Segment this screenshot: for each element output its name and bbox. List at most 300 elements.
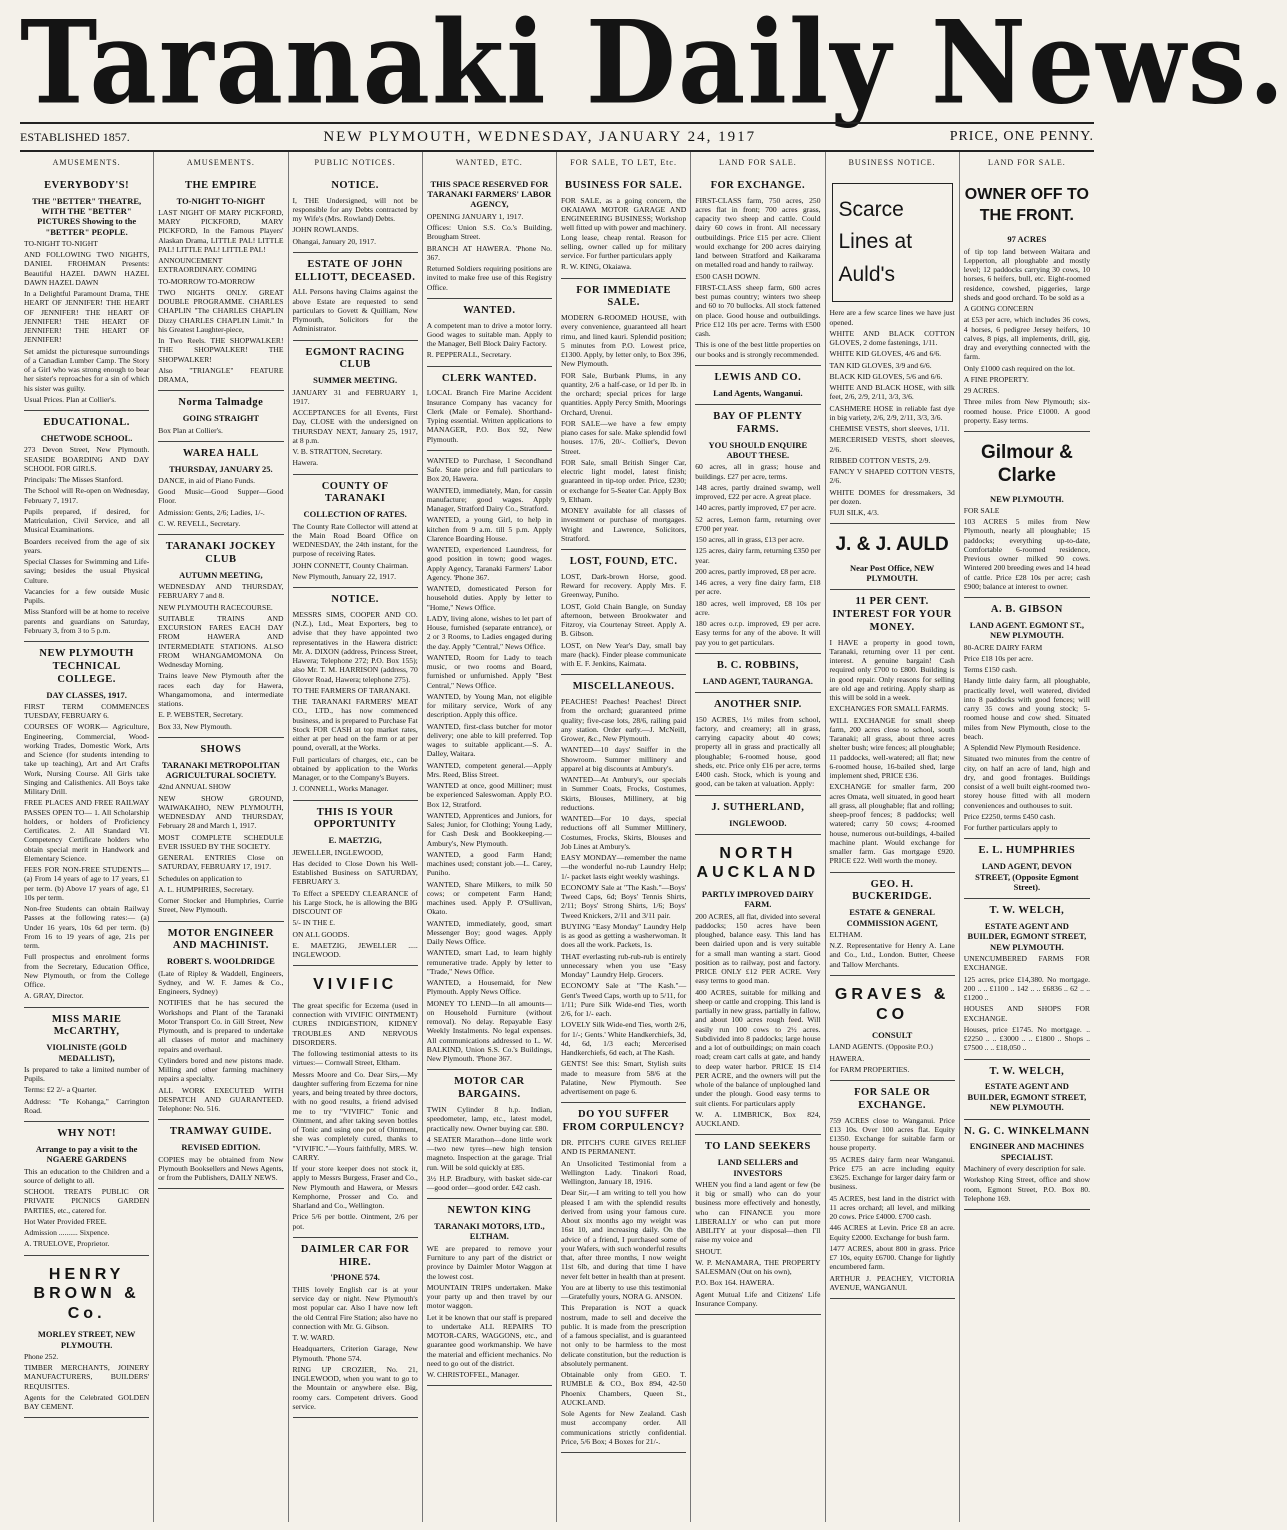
advertisement <box>293 253 418 341</box>
ad-paragraph: MODERN 6-ROOMED HOUSE, with every convenience, guaranteed all heart rimu, and lined kauri. Splendid position; 5 minutes from P.O. Lowest price, £1300. Apply, by letter only, to Box 396, New Plymouth. <box>561 313 687 369</box>
advertisement <box>830 524 955 590</box>
ad-paragraph: You are at liberty to use this testimonial—Gratefully yours, NORA G. ANSON. <box>561 1282 687 1302</box>
ad-paragraph: PEACHES! Peaches! Peaches! Direct from the orchard; guaranteed prime quality; five-case lots, 28/6, railing paid any station. Order early.—J. McNeill, Grower, &c., New Plymouth. <box>561 697 687 744</box>
ad-paragraph: A. TRUELOVE, Proprietor. <box>24 1239 110 1249</box>
ad-paragraph: WANTED, a good Farm Hand; machines used; constant job.—L. Carey, Puniho. <box>426 849 552 878</box>
ad-paragraph: AND FOLLOWING TWO NIGHTS, DANIEL FROHMAN Presents: Beautiful HAZEL DAWN HAZEL DAWN HAZEL DAWN <box>24 250 150 287</box>
ad-paragraph: 400 ACRES, suitable for milking and sheep or cattle and cropping. This land is partially in new grass, partially in fallow, and about 100 acres rough feed. Will easily run 100 cows to 2½ acres. Subdivided into 8 paddocks; large house and a lot of outbuildings; on main coach road; cream cart calls at gate, and handy to deep water harbor. PRICE IS £14 PER ACRE, and the owners will put the whole of the balance of unploughed land under the plough. Good easy terms to suit clients. For particulars apply <box>695 987 821 1108</box>
ad-subtitle: YOU SHOULD ENQUIRE ABOUT THESE. <box>708 439 808 460</box>
ad-paragraph: MOST COMPLETE SCHEDULE EVER ISSUED BY THE SOCIETY. <box>158 832 284 851</box>
ad-paragraph: Has decided to Close Down his Well-Established Business on SATURDAY, FEBRUARY 3. <box>292 858 418 887</box>
ad-paragraph: Non-free Students can obtain Railway Passes at the following rates:— (a) Under 16 years, 10s 6d per term. (b) From 16 to 19 years of age, 21s per term. <box>24 904 150 951</box>
ad-paragraph: JEWELLER, INGLEWOOD, <box>292 847 383 857</box>
ad-paragraph: W. CHRISTOFFEL, Manager. <box>426 1370 520 1380</box>
ad-paragraph: MONEY TO LEND—In all amounts—on Household Furniture (without removal). No delay. Repayable Easy Weekly Instalments. No legal expenses. All communications addressed to L. W. BALKIND, Union S.S. Co.'s Buildings, New Plymouth. 'Phone 367. <box>426 998 552 1064</box>
ad-title: T. W. WELCH, <box>989 905 1065 917</box>
ad-title: MOTOR ENGINEER AND MACHINIST. <box>167 927 275 952</box>
ad-paragraph: for FARM PROPERTIES. <box>829 1064 910 1074</box>
established-text: ESTABLISHED 1857. <box>20 129 130 144</box>
ad-paragraph: FIRST TERM COMMENCES TUESDAY, FEBRUARY 6. <box>24 701 150 721</box>
ad-paragraph: CASHMERE HOSE in reliable fast dye in big variety, 2/6, 2/9, 2/11, 3/3, 3/6. <box>829 403 955 422</box>
advertisement <box>427 451 552 1071</box>
ad-title: ESTATE OF JOHN ELLIOTT, DECEASED. <box>294 258 416 283</box>
advertisement <box>695 174 820 366</box>
ad-paragraph: WANTED, by Young Man, not eligible for military service, Work of any description. Apply this office. <box>426 691 552 720</box>
ad-subtitle: VIOLINISTE (GOLD MEDALLIST), <box>46 1042 127 1063</box>
advertisement <box>964 899 1090 1059</box>
ad-paragraph: E. MAETZIG, JEWELLER ..... INGLEWOOD. <box>292 940 418 960</box>
ad-paragraph: MOUNTAIN TRIPS undertaken. Make your party up and then travel by our motor waggon. <box>426 1282 552 1311</box>
ad-paragraph: WANTED, first-class butcher for motor delivery; one able to kill preferred. Top wages to suitable applicant.—S. A. Dalley, Waitara. <box>426 721 552 759</box>
ad-paragraph: WANTED, a young Girl, to help in kitchen from 9 a.m. till 5 p.m. Apply Clarence Boarding House. <box>426 515 552 543</box>
advertisement <box>830 174 955 525</box>
ad-subtitle: CHETWODE SCHOOL. <box>40 433 133 444</box>
ad-paragraph: This Preparation is NOT a quack nostrum, made to sell and deceive the public. It is made from the prescription of a famous specialist, and is guaranteed not only to be harmless to the most delicate constitution, but the reduction is absolutely permanent. <box>561 1303 687 1368</box>
ad-paragraph: ECONOMY Sale at "The Kash."—Boys' Tweed Caps, 6d; Boys' Tennis Shirts, 2/11; Boys' Strong Shirts, 1/6; Boys' Tweed Knickers, 2/11 and 3/11 pair. <box>561 882 687 920</box>
ad-paragraph: BRANCH AT HAWERA. 'Phone No. 367. <box>426 243 552 262</box>
ad-paragraph: LAST NIGHT OF MARY PICKFORD, MARY PICKFORD, MARY PICKFORD, In the Famous Players' Alaskan Drama, LITTLE PAL! LITTLE PAL! LITTLE PAL! LITTLE PAL! <box>158 207 284 254</box>
ad-paragraph: WANTED, experienced Laundress, for good position in town; good wages. Apply Agency, Taranaki Farmers' Labor Agency. 'Phone 367. <box>426 545 552 582</box>
ad-subtitle: E. MAETZIG, <box>328 835 382 846</box>
ad-paragraph: LOST, Dark-brown Horse, good. Reward for recovery. Apply Mrs. F. Greenway, Puniho. <box>561 571 687 600</box>
ad-paragraph: A competent man to drive a motor lorry. Good wages to suitable man. Apply to the Manager, Bell Block Dairy Factory. <box>426 320 552 349</box>
ad-paragraph: ECONOMY Sale at "The Kash."—Gent's Tweed Caps, worth up to 5/11, for 1/11; Pure Silk Wide-end Ties, worth 2/6, for 1/- each. <box>561 981 687 1019</box>
ad-title: MISCELLANEOUS. <box>572 681 675 693</box>
ad-paragraph: FIRST-CLASS farm, 750 acres, 250 acres flat in front; 700 acres grass, capacity two sheep and cattle. Could dairy 60 cows in front. All necessary outbuildings. Price £15 per acre. Client would exchange for 200 acres dairying land between Stratford and Kaikarama on metalled road and handy to railway. <box>695 195 821 270</box>
ad-paragraph: OPENING JANUARY 1, 1917. <box>426 211 524 221</box>
ad-paragraph: Sole Agents for New Zealand. Cash must accompany order. All communications strictly confidential. Price, 5/6 Box; 4 Boxes for 21/-. <box>561 1409 687 1446</box>
ad-title: GRAVES & CO <box>834 985 950 1023</box>
ad-paragraph: Agents for the Celebrated GOLDEN BAY CEMENT. <box>24 1392 150 1412</box>
ad-subtitle: LAND AGENT, DEVON STREET, (Opposite Egmont Street). <box>975 861 1079 892</box>
ad-paragraph: Hawera. <box>292 458 319 468</box>
ad-subtitle: CONSULT <box>871 1030 913 1041</box>
advertisement <box>830 590 955 872</box>
ad-paragraph: of tip top land between Waitara and Lepperton, all ploughable and mostly level; 12 paddocks carrying 30 cows, 10 horses, 6 heifers, bull, etc. Eight-roomed residence, cowshed, piggeries, large sheds and good orchard. To be sold as a <box>963 246 1090 302</box>
ad-paragraph: Usual Prices. Plan at Collier's. <box>24 394 117 404</box>
ad-paragraph: ARTHUR J. PEACHEY, VICTORIA AVENUE, WANGANUI. <box>829 1273 955 1292</box>
column-heading: PUBLIC NOTICES. <box>314 158 396 167</box>
ad-paragraph: V. B. STRATTON, Secretary. <box>292 447 383 457</box>
advertisement <box>158 738 283 922</box>
ad-title: THE EMPIRE <box>184 179 257 191</box>
ad-paragraph: at £53 per acre, which includes 36 cows, 4 horses, 6 pedigree Jersey heifers, 10 calves, 8 pigs, all implements, drill, gig, dray and everything connected with the farm. <box>963 315 1090 362</box>
ad-paragraph: FOR SALE—we have a few empty piano cases for sale. Make splendid fowl houses. 17/6, 20/-. Collier's, Devon Street. <box>561 418 687 456</box>
column-heading: FOR SALE, TO LET, Etc. <box>570 158 677 167</box>
ad-title: EDUCATIONAL. <box>43 417 130 429</box>
ad-paragraph: Obtainable only from GEO. T. RUMBLE & CO., Box 894, 42-50 Phoenix Chambers, Queen St., AUCKLAND. <box>561 1370 687 1407</box>
ad-paragraph: I, THE Undersigned, will not be responsible for any Debts contracted by my Wife's (Mrs. Rowland) Debts. <box>292 195 418 224</box>
ad-subtitle: Land Agents, Wanganui. <box>713 387 803 398</box>
ad-subtitle: ENGINEER AND MACHINES SPECIALIST. <box>969 1141 1085 1162</box>
ad-paragraph: P.O. Box 164. HAWERA. <box>695 1278 775 1288</box>
advertisement <box>427 1199 552 1386</box>
ad-paragraph: Situated two minutes from the centre of city, on half an acre of land, high and dry, and good frontages. Buildings consist of a well built eight-roomed two-storey house fitted with all modern conveniences and outhouses to suit. <box>963 754 1090 810</box>
advertisement <box>695 835 820 1136</box>
ad-subtitle: Arrange to pay a visit to the NGAERE GARDENS <box>35 1144 138 1165</box>
advertisement <box>561 550 686 675</box>
ad-paragraph: 150 ACRES, 1½ miles from school, factory, and creamery; all in grass, carrying capacity about 40 cows; property all in grass and practically all ploughable; 6-roomed house, good sheds, etc. Price only £16 per acre, terms £400 cash. Stock, which is young and good, can be taken at valuation. Apply: <box>695 714 821 789</box>
ad-paragraph: J. CONNELL, Works Manager. <box>292 784 389 794</box>
ad-paragraph: Let it be known that our staff is prepared to undertake ALL REPAIRS TO MOTOR-CARS, WAGGONS, etc., and guarantee good workmanship. We have the material and efficient mechanics. No need to go out of the district. <box>426 1312 552 1368</box>
ad-paragraph: Only £1000 cash required on the lot. <box>963 363 1075 373</box>
ad-paragraph: Machinery of every description for sale. <box>963 1164 1086 1174</box>
ad-subtitle: SUMMER MEETING. <box>313 375 398 386</box>
ad-subtitle: TO-NIGHT TO-NIGHT <box>176 195 266 206</box>
column-7 <box>826 152 960 1522</box>
ad-paragraph: Offices: Union S.S. Co.'s Building, Brougham Street. <box>426 223 552 242</box>
ad-paragraph: In a Delightful Paramount Drama, THE HEART OF JENNIFER! THE HEART OF JENNIFER! THE HEART OF JENNIFER! THE HEART OF JENNIFER! THE HEART OF JENNIFER! <box>24 289 150 345</box>
ad-paragraph: W. A. LIMBRICK, Box 824, AUCKLAND. <box>695 1109 821 1129</box>
ad-paragraph: DR. PITCH'S CURE GIVES RELIEF AND IS PERMANENT. <box>561 1138 687 1157</box>
ad-paragraph: TO-MORROW TO-MORROW <box>158 276 255 286</box>
ad-subtitle: LAND AGENT, TAURANGA. <box>702 675 813 686</box>
ad-paragraph: WANTED, smart Lad, to learn highly remunerative trade. Apply by letter to "Trade," News Office. <box>426 948 552 976</box>
ad-paragraph: Good Music—Good Supper—Good Floor. <box>158 487 284 506</box>
ad-title: DO YOU SUFFER FROM CORPULENCY? <box>562 1109 685 1134</box>
ad-paragraph: WANTED, Apprentices and Juniors, for Sales; Junior, for Clothing; Young Lady, for Cash Desk and Bookkeeping.—Ambury's, New Plymouth. <box>426 810 552 848</box>
ad-paragraph: To Effect a SPEEDY CLEARANCE of his Large Stock, he is allowing the BIG DISCOUNT OF <box>292 888 418 917</box>
column-1 <box>20 152 154 1522</box>
ad-paragraph: LOST, Gold Chain Bangle, on Sunday afternoon, between Brookwater and Fitzroy, via Courtenay Street. Apply A. B. Gibson. <box>561 601 687 639</box>
ad-title: WAREA HALL <box>182 447 259 459</box>
ad-subtitle: ESTATE & GENERAL COMMISSION AGENT, <box>846 907 938 928</box>
ad-title: TARANAKI JOCKEY CLUB <box>165 541 277 566</box>
ad-paragraph: WANTED, competent general.—Apply Mrs. Reed, Bliss Street. <box>426 760 552 779</box>
ad-paragraph: Terms: £2 2/- a Quarter. <box>24 1085 97 1095</box>
ad-paragraph: If your store keeper does not stock it, apply to Messrs Burgess, Fraser and Co., New Plymouth and Hawera, or Messrs Kemphorne, Prosser and Co. and Sharland and Co., Wellington. <box>292 1164 418 1211</box>
ad-subtitle: INGLEWOOD. <box>729 817 787 828</box>
ad-paragraph: Admission: Gents, 2/6; Ladies, 1/-. <box>158 507 265 517</box>
ad-subtitle: COLLECTION OF RATES. <box>303 509 407 520</box>
ad-paragraph: WANTED, Room for Lady to teach music, or two rooms and Board, furnished or unfurnished. Apply "Best Central," News Office. <box>426 652 552 690</box>
ad-paragraph: FANCY V SHAPED COTTON VESTS, 2/6. <box>829 467 955 486</box>
column-heading: LAND FOR SALE. <box>987 158 1066 167</box>
column-8 <box>960 152 1094 1522</box>
ad-title: MISS MARIE McCARTHY, <box>51 1013 122 1038</box>
ad-title: BAY OF PLENTY FARMS. <box>713 410 803 435</box>
advertisement <box>24 411 149 642</box>
ad-paragraph: LOST, on New Year's Day, small bay mare (hack). Finder please communicate with E. F. Jenkins, Kaimata. <box>561 640 687 669</box>
ad-paragraph: LAND AGENTS. (Opposite P.O.) <box>829 1042 933 1052</box>
ad-title: VIVIFIC <box>313 976 398 994</box>
ad-paragraph: 273 Devon Street, New Plymouth. SEASIDE BOARDING AND DAY SCHOOL FOR GIRLS. <box>24 445 150 473</box>
advertisement <box>24 642 149 1008</box>
advertisement <box>695 1135 820 1315</box>
ad-title: DAIMLER CAR FOR HIRE. <box>300 1243 410 1268</box>
ad-paragraph: 125 acres, price £14,380. No mortgage. 200 .. .. £1100 .. 142 .. .. £6836 .. 62 .. .. £1200 .. <box>963 974 1090 1003</box>
ad-paragraph: CHEMISE VESTS, short sleeves, 1/11. <box>829 424 950 434</box>
ad-paragraph: FUJI SILK, 4/3. <box>829 508 879 518</box>
ad-paragraph: W. P. McNAMARA, THE PROPERTY SALESMAN (Out on his own), <box>695 1257 821 1277</box>
ad-paragraph: LOVELY Silk Wide-end Ties, worth 2/6, for 1/-; Gents.' White Handkerchiefs, 3d, 4d, 6d, 1/3 each; Mercerised Handkerchiefs, 6d each, at The Kash. <box>561 1020 687 1058</box>
ad-paragraph: DANCE, in aid of Piano Funds. <box>158 475 256 485</box>
advertisement <box>293 475 418 588</box>
ad-paragraph: R. PEPPERALL, Secretary. <box>426 350 512 360</box>
ad-paragraph: BLACK KID GLOVES, 5/6 and 6/6. <box>829 371 943 381</box>
advertisement <box>293 801 418 967</box>
ad-paragraph: ALL WORK EXECUTED WITH DESPATCH AND GUARANTEED. Telephone: No. 516. <box>158 1085 284 1114</box>
ad-subtitle: 'PHONE 574. <box>330 1272 380 1283</box>
ad-paragraph: TAN KID GLOVES, 3/9 and 6/6. <box>829 360 932 370</box>
ad-paragraph: THE TARANAKI FARMERS' MEAT CO., LTD., has now commenced business, and is prepared to Purchase Fat Stock FOR CASH at top market rates, either at per head on the farm or at per pound, overall, at the Works. <box>292 697 418 753</box>
advertisement <box>695 654 820 693</box>
ad-paragraph: WILL EXCHANGE for small sheep farm, 200 acres close to school, south Taranaki; all grass, about three acres shelter bush; wire fences; all ploughable; 11 paddocks, well-watered; all flat; new 6-roomed house, 16-bailed shed, large implement shed, PRICE £36. <box>829 715 955 781</box>
price-text: PRICE, ONE PENNY. <box>949 129 1094 144</box>
ad-title: J. & J. AULD <box>835 534 949 556</box>
advertisement <box>964 598 1090 839</box>
ad-paragraph: EXCHANGES FOR SMALL FARMS. <box>829 704 949 714</box>
ad-title: EGMONT RACING CLUB <box>305 346 405 371</box>
ad-title: FOR IMMEDIATE SALE. <box>576 284 671 309</box>
ad-paragraph: 148 acres, partly drained swamp, well improved, £22 per acre. A great place. <box>695 482 821 502</box>
ad-paragraph: MERCERISED VESTS, short sleeves, 2/6. <box>829 435 955 454</box>
ad-paragraph: 200 ACRES, all flat, divided into several paddocks; 150 acres have been ploughed, balance easy. This land has been dairied upon and is very suitable for a small man wanting a start. Good position as to railway, post and factory. PRICE ONLY £12 PER ACRE. Very easy terms to good man. <box>695 911 821 986</box>
ad-paragraph: N.Z. Representative for Henry A. Lane and Co., Ltd., London. Butter, Cheese and Tallow Merchants. <box>829 941 955 969</box>
ad-paragraph: NEW PLYMOUTH RACECOURSE. <box>158 602 273 612</box>
ad-paragraph: WHITE AND BLACK HOSE, with silk feet, 2/6, 2/9, 2/11, 3/3, 3/6. <box>829 383 955 402</box>
ad-paragraph: Corner Stocker and Humphries, Currie Street, New Plymouth. <box>158 896 284 915</box>
advertisement <box>830 976 955 1081</box>
ad-paragraph: Returned Soldiers requiring positions are invited to make free use of this Registry Office. <box>426 264 552 292</box>
ad-title: Gilmour & Clarke <box>980 442 1073 487</box>
ad-subtitle: ESTATE AGENT AND BUILDER, EGMONT STREET, NEW PLYMOUTH. <box>967 921 1087 952</box>
ad-paragraph: Set amidst the picturesque surroundings of a Canadian Lumber Camp. The Story of a Girl who was strong enough to bear her sister's reproaches for a sin of which his sister was guilty. <box>24 346 150 393</box>
advertisement <box>427 1070 552 1199</box>
advertisement <box>561 675 686 1103</box>
ad-paragraph: In Two Reels. THE SHOPWALKER! THE SHOPWALKER! THE SHOPWALKER! <box>158 336 284 364</box>
advertisement <box>427 174 552 299</box>
ad-paragraph: New Plymouth, January 22, 1917. <box>292 571 397 581</box>
ad-subtitle: GOING STRAIGHT <box>182 413 260 424</box>
ad-paragraph: THAT everlasting rub-rub-rub is entirely unnecessary when you use "Easy Monday" Laundry Help. Grocers. <box>561 951 687 980</box>
ad-paragraph: EXCHANGE for smaller farm, 200 acres Omata, well situated, in good heart all grass, all ploughable; flat and rolling; sheep-proof fences; 8 paddocks; well watered; carry 50 cows; 4-roomed house, numerous out-buildings, 4-bailed machine plant. Would exchange for smaller farm. Gas mortgage £920. PRICE £22. Well worth the money. <box>829 782 955 866</box>
advertisement <box>158 922 283 1121</box>
advertisement <box>24 1008 149 1123</box>
ad-paragraph: An Unsolicited Testimonial from a Wellington Lady. Tinakori Road, Wellington, January 18, 1916. <box>561 1158 687 1187</box>
ad-title: Norma Talmadge <box>178 397 264 409</box>
ad-paragraph: 150 acres, all in grass, £13 per acre. <box>695 535 805 545</box>
column-4 <box>423 152 557 1522</box>
place-date-text: NEW PLYMOUTH, WEDNESDAY, JANUARY 24, 1917 <box>323 128 757 145</box>
ad-paragraph: HOUSES AND SHOPS FOR EXCHANGE. <box>963 1004 1090 1023</box>
advertisement <box>293 588 418 801</box>
advertisement <box>964 1060 1090 1120</box>
ad-paragraph: Full particulars of charges, etc., can be obtained by application to the Works Manager, or to the Company's Buyers. <box>292 754 418 783</box>
ad-paragraph: This an education to the Children and a source of delight to all. <box>24 1166 150 1185</box>
ad-subtitle: PARTLY IMPROVED DAIRY FARM. <box>701 888 814 910</box>
ad-title: TRAMWAY GUIDE. <box>169 1126 272 1138</box>
ad-paragraph: FEES FOR NON-FREE STUDENTS— (a) From 14 years of age to 17 years, £1 per term. (b) Above 17 years of age, £1 10s per term. <box>24 865 150 902</box>
ad-paragraph: Price £18 10s per acre. <box>963 653 1034 663</box>
ad-paragraph: Price £2250, terms £450 cash. <box>963 811 1056 821</box>
ad-title: BUSINESS FOR SALE. <box>565 179 683 191</box>
ad-paragraph: Handy little dairy farm, all ploughable, practically level, well watered, divided into 8 paddocks with good fences; will carry 35 cows and young stock; 5-roomed house and cow shed. Situated miles from New Plymouth, close to the beach. <box>963 676 1090 741</box>
ad-paragraph: 446 ACRES at Levin. Price £8 an acre. Equity £2000. Exchange for bush farm. <box>829 1223 955 1242</box>
ad-paragraph: WEDNESDAY AND THURSDAY, FEBRUARY 7 and 8. <box>158 582 284 601</box>
ad-subtitle: DAY CLASSES, 1917. <box>46 689 127 700</box>
dateline-bar <box>20 122 1094 152</box>
ad-title: TO LAND SEEKERS <box>704 1141 811 1153</box>
ad-title: N. G. C. WINKELMANN <box>964 1125 1090 1137</box>
ad-title: A. B. GIBSON <box>990 604 1063 616</box>
ad-paragraph: FOR Sale, Burbank Plums, in any quantity, 2/6 a half-case, or 1d per lb. in the orchard; special prices for large quantities. Apply Percy Smith, Moorings Orchard, Urenui. <box>561 370 687 417</box>
advertisement <box>695 796 820 835</box>
ad-paragraph: WANTED—10 days' Sniffer in the Showroom. Summer millinery and apparel at big discounts at Ambury's. <box>561 745 687 773</box>
ad-paragraph: FOR SALE <box>963 505 1000 515</box>
advertisement <box>158 1120 283 1189</box>
ad-paragraph: Schedules on application to <box>158 873 242 883</box>
ad-paragraph: Here are a few scarce lines we have just opened. <box>829 308 955 327</box>
ad-paragraph: Cylinders bored and new pistons made. Milling and other farming machinery repairs a specialty. <box>158 1055 284 1084</box>
ad-title: OWNER OFF TO THE FRONT. <box>964 185 1089 224</box>
ad-paragraph: 52 acres, Lemon farm, returning over £700 per year. <box>695 514 821 533</box>
ad-paragraph: C. W. REVELL, Secretary. <box>158 518 241 528</box>
ad-paragraph: R. W. KING, Okaiawa. <box>561 262 632 272</box>
ad-paragraph: ON ALL GOODS. <box>292 929 350 939</box>
ad-paragraph: 45 ACRES, best land in the district with 11 acres orchard; all level, and milking 20 cows. Price £4000. £700 cash. <box>829 1193 955 1222</box>
ad-title: NOTICE. <box>331 179 379 191</box>
columns-container <box>20 152 1094 1522</box>
ad-paragraph: Box Plan at Collier's. <box>158 425 223 435</box>
ad-paragraph: WANTED—At Ambury's, our specials in Summer Coats, Frocks, Costumes, Skirts, Blouses, Millinery, at big reductions. <box>561 775 687 812</box>
ad-paragraph: 3½ H.P. Bradbury, with basket side-car—good order—good order. £42 cash. <box>426 1173 552 1193</box>
ad-paragraph: This is one of the best little properties on our books and is strongly recommended. <box>695 340 821 359</box>
advertisement <box>158 535 283 738</box>
ad-paragraph: 140 acres, partly improved, £7 per acre. <box>695 503 817 513</box>
ad-paragraph: Three miles from New Plymouth; six-roomed house. Price £1000. A good property. Easy terms. <box>963 397 1090 425</box>
ad-paragraph: Pupils prepared, if desired, for Matriculation, Civil Service, and all Musical Examinations. <box>24 506 150 535</box>
ad-paragraph: Price 5/6 per bottle. Ointment, 2/6 per pot. <box>292 1212 418 1231</box>
ad-title: EVERYBODY'S! <box>44 179 130 191</box>
ad-paragraph: NOTIFIES that he has secured the Workshops and Plant of the Taranaki Motor Transport Co. in Gill Street, New Plymouth, and is prepared to undertake all classes of motor and machinery repairs and overhaul. <box>158 998 284 1054</box>
ad-title: NORTH AUCKLAND <box>696 844 820 882</box>
ad-paragraph: Special Classes for Swimming and Life-saving; besides the usual Physical Culture. <box>24 557 150 585</box>
ad-paragraph: ANNOUNCEMENT EXTRAORDINARY. COMING <box>158 256 257 275</box>
ad-paragraph: 146 acres, a very fine dairy farm, £18 per acre. <box>695 578 821 597</box>
ad-paragraph: JANUARY 31 and FEBRUARY 1, 1917. <box>292 387 418 406</box>
ad-paragraph: WANTED, immediately, Man, for cassin manufacture; good wages. Apply Manager, Stratford Dairy Co., Stratford. <box>426 485 552 514</box>
ad-subtitle: TARANAKI MOTORS, LTD., ELTHAM. <box>434 1221 545 1242</box>
ad-paragraph: Box 33, New Plymouth. <box>158 721 232 731</box>
ad-paragraph: ALL Persons having Claims against the above Estate are requested to send particulars to Govett & Quilliam, New Plymouth, Solicitors for the Administrator. <box>292 287 418 334</box>
ad-paragraph: Phone 252. <box>24 1351 59 1361</box>
ad-paragraph: For further particulars apply to <box>963 823 1058 833</box>
ad-title: MOTOR CAR BARGAINS. <box>454 1076 525 1101</box>
ad-subtitle: THIS SPACE RESERVED FOR TARANAKI FARMERS' LABOR AGENCY, <box>427 178 552 210</box>
column-heading: AMUSEMENTS. <box>52 158 121 167</box>
ad-subtitle: THE "BETTER" THEATRE, WITH THE "BETTER" PICTURES Showing to the "BETTER" PEOPLE. <box>32 195 142 237</box>
ad-paragraph: 200 acres, partly improved, £8 per acre. <box>695 566 817 576</box>
ad-title: GEO. H. BUCKERIDGE. <box>852 878 933 903</box>
advertisement <box>24 174 149 411</box>
advertisement <box>964 1120 1090 1211</box>
ad-paragraph: TWIN Cylinder 8 h.p. Indian, speedometer, lamp, etc., latest model, practically new. Owner buying car. £80. <box>426 1105 552 1133</box>
advertisement <box>158 174 283 392</box>
ad-subtitle: ESTATE AGENT AND BUILDER, EGMONT STREET, NEW PLYMOUTH. <box>967 1081 1087 1113</box>
ad-paragraph: 180 acres o.r.p. improved, £9 per acre. Easy terms for any of the above. It will pay you to get particulars. <box>695 619 821 647</box>
ad-paragraph: WHITE AND BLACK COTTON GLOVES, 2 dome fastenings, 1/11. <box>829 328 955 348</box>
ad-paragraph: Workshop King Street, office and show room, Egmont Street, P.O. Box 80. Telephone 169. <box>963 1175 1090 1203</box>
ad-paragraph: GENERAL ENTRIES Close on SATURDAY, FEBRUARY 17, 1917. <box>158 853 284 872</box>
ad-paragraph: 42nd ANNUAL SHOW <box>158 782 231 792</box>
ad-paragraph: WANTED at once, good Milliner; must be experienced Saleswoman. Apply P.O. Box 12, Stratford. <box>426 781 552 809</box>
ad-paragraph: Full prospectus and enrolment forms from the Secretary, Education Office, New Plymouth, or from the College Office. <box>24 952 150 990</box>
ad-paragraph: I HAVE a property in good town, Taranaki, returning over 11 per cent. interest. A genuine bargain! Cash required only £700 to £800. Building is in good repair. Only reasons for selling are old age and retiring. Apply sharp as this will be sold in a week. <box>829 637 955 703</box>
ad-title: COUNTY OF TARANAKI <box>321 480 389 505</box>
ad-title: E. L. HUMPHRIES <box>978 845 1076 857</box>
ad-paragraph: LADY, living alone, wishes to let part of House, furnished (separate entrance), or 2 or 3 Rooms, to Ladies engaged during the day. Apply "Central," News Office. <box>426 613 552 651</box>
ad-paragraph: 759 ACRES close to Wanganui. Price £13 10s. Over 100 acres flat. Equity £1350. Exchange for suitable farm or house property. <box>829 1115 955 1153</box>
ad-paragraph: SCHOOL TREATS PUBLIC OR PRIVATE PICNICS GARDEN PARTIES, etc., catered for. <box>24 1187 150 1215</box>
ad-paragraph: WANTED, immediately, good, smart Messenger Boy; good wages. Apply Daily News Office. <box>426 918 552 947</box>
ad-paragraph: The great specific for Eczema (used in connection with VIVIFIC OINTMENT) CURES INDIGESTION, KIDNEY TROUBLES AND NERVOUS DISORDERS. <box>292 1000 418 1047</box>
ad-title: HENRY BROWN & Co. <box>33 1265 140 1322</box>
ad-paragraph: E. P. WEBSTER, Secretary. <box>158 710 244 720</box>
ad-paragraph: (Late of Ripley & Waddell, Engineers, Sydney, and W. F. James & Co., Engineers, Sydney) <box>158 968 284 997</box>
ad-paragraph: HAWERA. <box>829 1053 865 1063</box>
ad-paragraph: 180 acres, well improved, £8 10s per acre. <box>695 598 821 617</box>
ad-paragraph: WANTED to Purchase, 1 Secondhand Safe. State price and full particulars to Box 20, Hawera. <box>426 455 552 484</box>
ad-title: WANTED. <box>463 304 516 316</box>
ad-paragraph: Principals: The Misses Stanford. <box>24 475 123 485</box>
ad-title: Scarce Lines at Auld's <box>832 183 953 303</box>
ad-subtitle: REVISED EDITION. <box>181 1142 261 1153</box>
ad-paragraph: A. L. HUMPHRIES, Secretary. <box>158 884 254 894</box>
ad-paragraph: A FINE PROPERTY. <box>963 374 1029 384</box>
ad-paragraph: 95 ACRES dairy farm near Wanganui. Price £75 an acre including equity £3625. Exchange for larger dairy farm or business. <box>829 1154 955 1192</box>
advertisement <box>964 432 1090 598</box>
ad-paragraph: 4 SEATER Marathon—done little work—two new tyres—new high tension magneto. Inspection at the garage. Trial run. Will be sold quickly at £85. <box>426 1134 552 1172</box>
ad-paragraph: T. W. WARD. <box>292 1333 335 1343</box>
advertisement <box>158 391 283 441</box>
column-6 <box>691 152 825 1522</box>
ad-paragraph: RIBBED COTTON VESTS, 2/9. <box>829 455 931 465</box>
advertisement <box>293 1238 418 1418</box>
advertisement <box>427 299 552 367</box>
ad-paragraph: NEW SHOW GROUND, WAIWAKAIHO, NEW PLYMOUTH, WEDNESDAY AND THURSDAY, February 28 and March 1, 1917. <box>158 793 284 831</box>
ad-paragraph: TWO NIGHTS ONLY. GREAT DOUBLE PROGRAMME. CHARLES CHAPLIN "The CHARLES CHAPLIN Dizzy CHARLES CHAPLIN Limit." In his Greatest Laughter-piece, <box>158 287 284 334</box>
ad-paragraph: 29 ACRES. <box>963 386 1000 396</box>
ad-paragraph: WANTED—For 10 days, special reductions off all Summer Millinery, Costumes, Frocks, Skirts, Blouses and Job Lines at Ambury's. <box>561 814 687 851</box>
ad-paragraph: EASY MONDAY—remember the name—the wonderful no-rub Laundry Help; 1/- packet lasts eight weekly washings. <box>561 853 687 881</box>
ad-paragraph: COPIES may be obtained from New Plymouth Booksellers and News Agents, or from the Publishers, DAILY NEWS. <box>158 1154 284 1183</box>
ad-paragraph: THIS lovely English car is at your service day or night. New Plymouth's most popular car. Also I have now left the old Central Fire Station; also have no connection with Mr. G. Gibson. <box>292 1284 418 1331</box>
advertisement <box>24 1256 149 1419</box>
advertisement <box>293 966 418 1238</box>
ad-title: 11 PER CENT. INTEREST FOR YOUR MONEY. <box>832 596 952 633</box>
ad-subtitle: LAND AGENT. EGMONT ST., NEW PLYMOUTH. <box>969 619 1085 641</box>
ad-paragraph: Vacancies for a few outside Music Pupils. <box>24 586 150 606</box>
ad-paragraph: JOHN ROWLANDS. <box>292 225 359 235</box>
masthead-title: Taranaki Daily News. <box>20 0 1287 131</box>
ad-paragraph: Admission .......... Sixpence. <box>24 1228 110 1238</box>
ad-paragraph: WANTED, domesticated Person for household duties. Apply by letter to "Home," News Office. <box>426 584 552 612</box>
advertisement <box>964 839 1090 899</box>
ad-paragraph: SUITABLE TRAINS AND EXCURSION FARES EACH DAY FROM HAWERA AND INTERMEDIATE STATIONS. ALSO FROM WHANGAMOMONA On Wednesday Morning. <box>158 613 284 670</box>
ad-subtitle: AUTUMN MEETING, <box>179 569 263 580</box>
ad-paragraph: ACCEPTANCES for all Events, First Day, CLOSE with the undersigned on THURSDAY NEXT, January 25, 1917, at 8 p.m. <box>292 408 418 445</box>
ad-paragraph: WE are prepared to remove your Furniture to any part of the district or province by Daimler Motor Waggon at the lowest cost. <box>426 1243 552 1281</box>
ad-title: LEWIS AND CO. <box>714 371 802 383</box>
ad-title: FOR EXCHANGE. <box>710 179 806 191</box>
ad-subtitle: 97 ACRES <box>1007 234 1047 245</box>
advertisement <box>561 1103 686 1453</box>
ad-paragraph: TO-NIGHT TO-NIGHT <box>24 238 98 248</box>
advertisement <box>695 366 820 405</box>
advertisement <box>695 693 820 796</box>
ad-paragraph: BUYING "Easy Monday" Laundry Help is as good as getting a washerwoman. It does all the work. Packets, 1s. <box>561 921 687 950</box>
